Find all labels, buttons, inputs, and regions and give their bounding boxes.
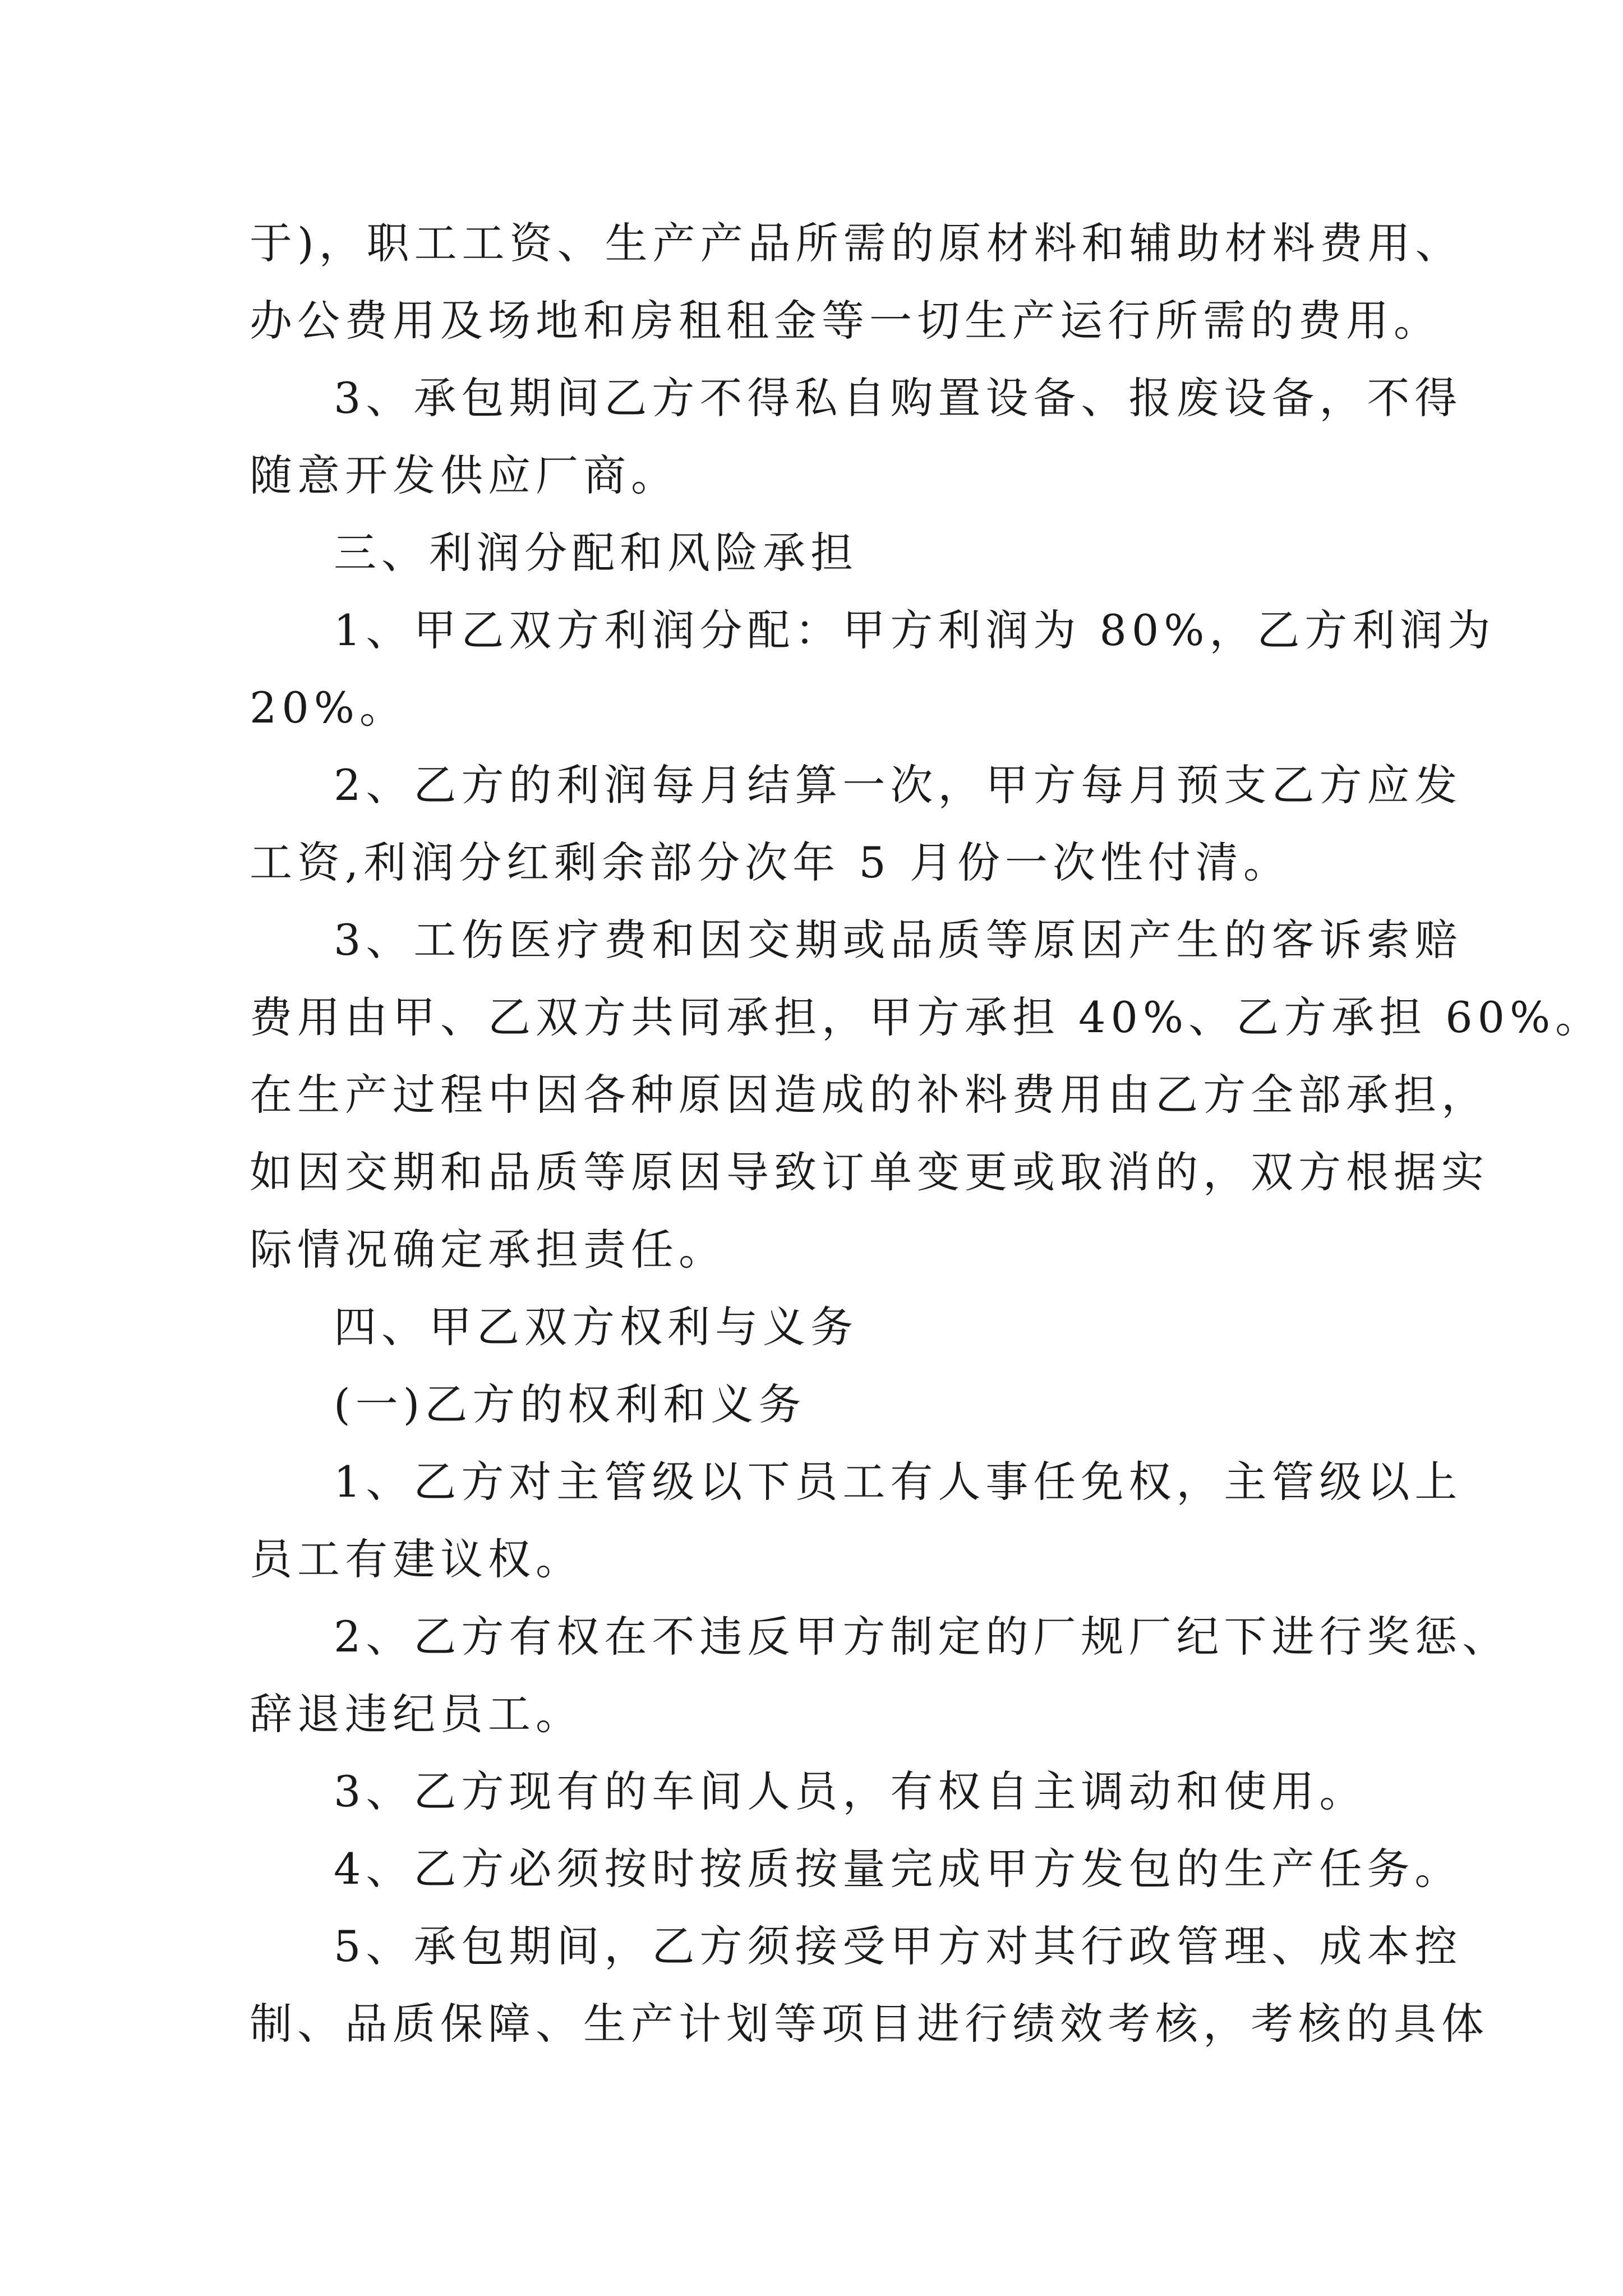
text-line: 1、乙方对主管级以下员工有人事任免权，主管级以上 — [334, 1457, 1463, 1507]
text-line: 3、乙方现有的车间人员，有权自主调动和使用。 — [334, 1766, 1367, 1816]
text-line: 4、乙方必须按时按质按量完成甲方发包的生产任务。 — [334, 1844, 1463, 1894]
text-line: 1、甲乙双方利润分配：甲方利润为 80%，乙方利润为 — [334, 605, 1496, 655]
text-line: 3、承包期间乙方不得私自购置设备、报废设备，不得 — [334, 373, 1463, 423]
section-heading: 三、利润分配和风险承担 — [334, 528, 858, 578]
text-line: 费用由甲、乙双方共同承担，甲方承担 40%、乙方承担 60%。 — [250, 992, 1603, 1042]
text-line: 员工有建议权。 — [250, 1534, 583, 1584]
text-line: 如因交期和品质等原因导致订单变更或取消的，双方根据实 — [250, 1147, 1489, 1197]
text-line: 2、乙方的利润每月结算一次，甲方每月预支乙方应发 — [334, 760, 1463, 810]
text-line: 于)，职工工资、生产产品所需的原材料和辅助材料费用、 — [250, 218, 1463, 268]
subsection-heading: (一)乙方的权利和义务 — [334, 1379, 806, 1429]
text-line: 5、承包期间，乙方须接受甲方对其行政管理、成本控 — [334, 1921, 1463, 1971]
section-heading: 四、甲乙双方权利与义务 — [334, 1302, 858, 1352]
text-line: 辞退违纪员工。 — [250, 1689, 583, 1739]
text-line: 工资,利润分红剩余部分次年 5 月份一次性付清。 — [250, 838, 1291, 887]
text-line: 制、品质保障、生产计划等项目进行绩效考核，考核的具体 — [250, 1999, 1489, 2049]
text-line: 2、乙方有权在不违反甲方制定的厂规厂纪下进行奖惩、 — [334, 1612, 1510, 1662]
text-line: 际情况确定承担责任。 — [250, 1225, 726, 1274]
text-line: 20%。 — [250, 683, 407, 733]
text-line: 3、工伤医疗费和因交期或品质等原因产生的客诉索赔 — [334, 915, 1463, 965]
text-line: 办公费用及场地和房租租金等一切生产运行所需的费用。 — [250, 296, 1441, 346]
text-line: 随意开发供应厂商。 — [250, 450, 679, 500]
text-line: 在生产过程中因各种原因造成的补料费用由乙方全部承担， — [250, 1070, 1489, 1120]
